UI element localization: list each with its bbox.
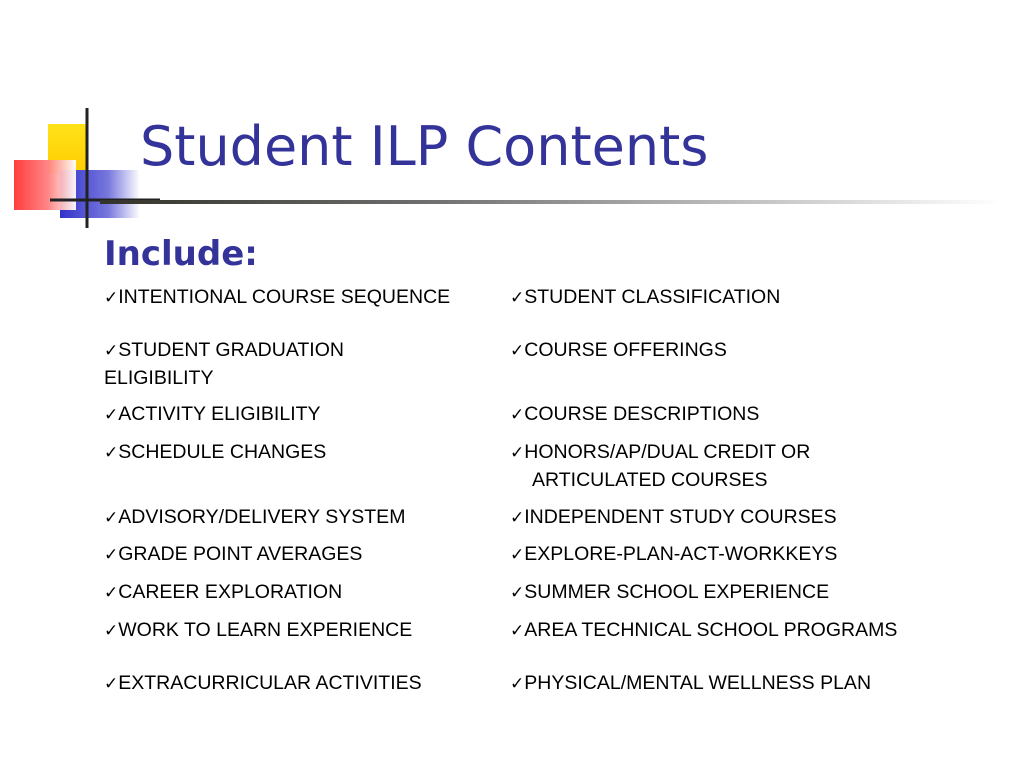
list-item (104, 337, 344, 392)
checkmark-icon: ✓ (104, 583, 119, 603)
item-text: INTENTIONAL COURSE SEQUENCE (118, 286, 451, 308)
checkmark-icon: ✓ (104, 545, 119, 565)
list-item (510, 504, 837, 532)
list-item (104, 504, 405, 532)
list-item (510, 284, 780, 312)
list-item (104, 284, 450, 312)
title-underline (100, 200, 1000, 204)
red-square (14, 160, 76, 210)
checkmark-icon: ✓ (104, 341, 119, 361)
checkmark-icon: ✓ (510, 583, 525, 603)
checkmark-icon: ✓ (510, 674, 525, 694)
list-item (510, 401, 759, 429)
checkmark-icon: ✓ (510, 288, 525, 308)
list-item (104, 617, 412, 645)
item-text-continued: ELIGIBILITY (104, 367, 214, 389)
list-item (510, 541, 837, 569)
checkmark-icon: ✓ (510, 621, 525, 641)
checkmark-icon: ✓ (510, 341, 525, 361)
checkmark-icon: ✓ (104, 674, 119, 694)
item-text: EXPLORE-PLAN-ACT-WORKKEYS (524, 543, 838, 565)
item-text: CAREER EXPLORATION (118, 581, 343, 603)
item-text: STUDENT CLASSIFICATION (524, 286, 781, 308)
checkmark-icon: ✓ (510, 545, 525, 565)
list-item (510, 670, 871, 698)
item-text: WORK TO LEARN EXPERIENCE (118, 619, 413, 641)
checkmark-icon: ✓ (104, 443, 119, 463)
checkmark-icon: ✓ (510, 405, 525, 425)
item-text: STUDENT GRADUATION (118, 339, 344, 361)
include-heading: Include: (104, 234, 258, 274)
list-item (104, 541, 362, 569)
list-item (104, 439, 326, 467)
checkmark-icon: ✓ (104, 288, 119, 308)
list-item (510, 617, 897, 645)
checkmark-icon: ✓ (104, 405, 119, 425)
item-text: AREA TECHNICAL SCHOOL PROGRAMS (524, 619, 898, 641)
item-text: EXTRACURRICULAR ACTIVITIES (118, 672, 422, 694)
list-item (510, 337, 727, 365)
item-text: ACTIVITY ELIGIBILITY (118, 403, 321, 425)
checkmark-icon: ✓ (510, 443, 525, 463)
item-text: SCHEDULE CHANGES (118, 441, 327, 463)
item-text: COURSE DESCRIPTIONS (524, 403, 760, 425)
list-item (104, 670, 422, 698)
item-text: INDEPENDENT STUDY COURSES (524, 506, 837, 528)
item-text: HONORS/AP/DUAL CREDIT OR (524, 441, 811, 463)
decorative-corner-graphic (0, 0, 160, 240)
slide-title: Student ILP Contents (140, 115, 709, 178)
list-item (510, 439, 810, 494)
item-text-continued: ARTICULATED COURSES (532, 469, 768, 491)
item-text: PHYSICAL/MENTAL WELLNESS PLAN (524, 672, 872, 694)
checkmark-icon: ✓ (510, 508, 525, 528)
list-item (104, 579, 342, 607)
item-text: SUMMER SCHOOL EXPERIENCE (524, 581, 830, 603)
list-item (104, 401, 321, 429)
item-text: GRADE POINT AVERAGES (118, 543, 363, 565)
item-text: ADVISORY/DELIVERY SYSTEM (118, 506, 406, 528)
list-item (510, 579, 829, 607)
checkmark-icon: ✓ (104, 508, 119, 528)
item-text: COURSE OFFERINGS (524, 339, 727, 361)
checkmark-icon: ✓ (104, 621, 119, 641)
